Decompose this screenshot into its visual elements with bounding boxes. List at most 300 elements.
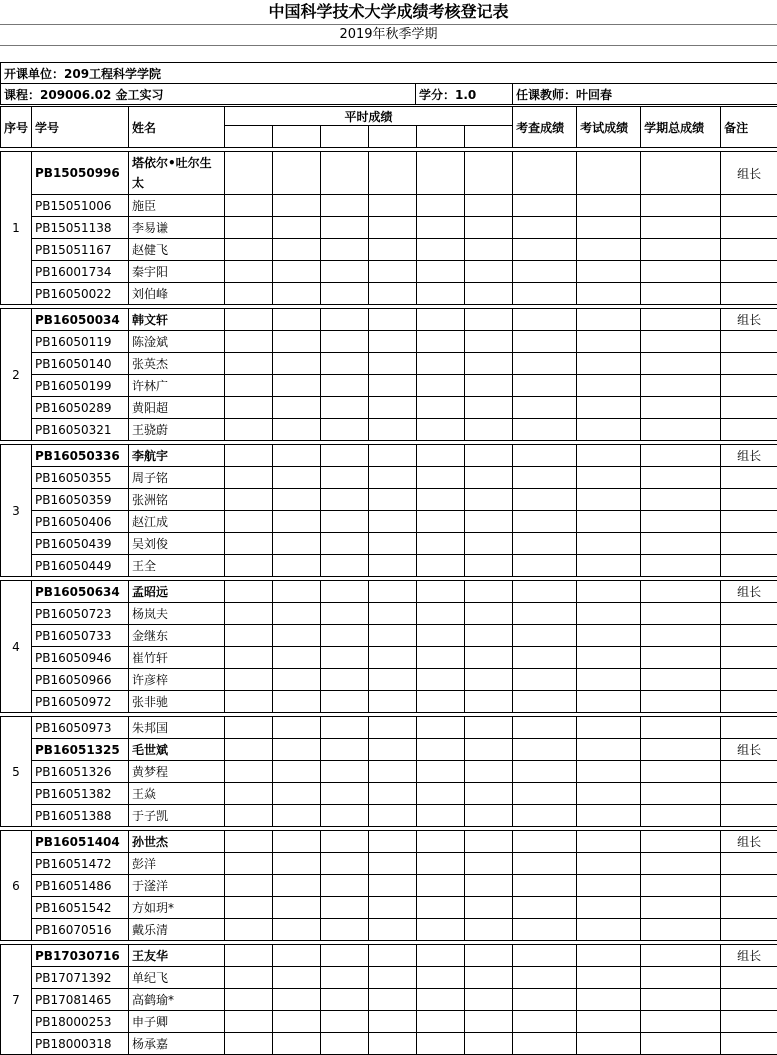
grade-cell bbox=[225, 353, 273, 375]
grade-cell bbox=[577, 217, 641, 239]
grade-cell bbox=[465, 831, 513, 853]
col-id-header: 学号 bbox=[32, 107, 129, 148]
student-name: 毛世斌 bbox=[129, 739, 225, 761]
grade-cell bbox=[465, 309, 513, 331]
note-cell: 组长 bbox=[721, 739, 777, 761]
grade-cell bbox=[641, 919, 721, 941]
grade-cell bbox=[273, 805, 321, 827]
table-row bbox=[1, 195, 777, 217]
grade-cell bbox=[417, 1011, 465, 1033]
student-id: PB16050439 bbox=[32, 533, 129, 555]
grade-cell bbox=[641, 805, 721, 827]
grade-cell bbox=[465, 1033, 513, 1055]
table-row bbox=[1, 217, 777, 239]
grade-cell bbox=[417, 739, 465, 761]
group-seq: 7 bbox=[1, 945, 32, 1055]
grade-cell bbox=[225, 217, 273, 239]
grade-cell bbox=[513, 739, 577, 761]
student-name: 方如玥* bbox=[129, 897, 225, 919]
grade-cell bbox=[225, 853, 273, 875]
grade-cell bbox=[513, 853, 577, 875]
note-cell bbox=[721, 967, 777, 989]
grade-cell bbox=[273, 669, 321, 691]
grade-cell bbox=[465, 717, 513, 739]
grade-cell bbox=[465, 353, 513, 375]
student-id: PB17071392 bbox=[32, 967, 129, 989]
grade-cell bbox=[225, 739, 273, 761]
note-cell: 组长 bbox=[721, 152, 777, 195]
grade-cell bbox=[273, 217, 321, 239]
grade-cell bbox=[465, 283, 513, 305]
grade-cell bbox=[465, 217, 513, 239]
grade-cell bbox=[641, 419, 721, 441]
grade-cell bbox=[273, 511, 321, 533]
grade-cell bbox=[417, 353, 465, 375]
grade-cell bbox=[225, 603, 273, 625]
grade-cell bbox=[641, 152, 721, 195]
note-cell bbox=[721, 239, 777, 261]
student-id: PB17030716 bbox=[32, 945, 129, 967]
grade-cell bbox=[369, 581, 417, 603]
note-cell bbox=[721, 761, 777, 783]
grade-cell bbox=[641, 691, 721, 713]
grade-cell bbox=[225, 445, 273, 467]
grade-cell bbox=[577, 467, 641, 489]
note-cell bbox=[721, 397, 777, 419]
grade-cell bbox=[577, 309, 641, 331]
grade-cell bbox=[321, 467, 369, 489]
grade-cell bbox=[577, 283, 641, 305]
grade-cell bbox=[225, 419, 273, 441]
student-id: PB16050723 bbox=[32, 603, 129, 625]
table-row bbox=[1, 989, 777, 1011]
grade-cell bbox=[513, 353, 577, 375]
grade-cell bbox=[513, 581, 577, 603]
grade-cell bbox=[465, 647, 513, 669]
student-id: PB18000253 bbox=[32, 1011, 129, 1033]
grade-cell bbox=[641, 897, 721, 919]
grade-cell bbox=[417, 511, 465, 533]
student-name: 韩文轩 bbox=[129, 309, 225, 331]
note-cell bbox=[721, 1011, 777, 1033]
grade-cell bbox=[465, 805, 513, 827]
grade-cell bbox=[577, 603, 641, 625]
grade-cell bbox=[321, 897, 369, 919]
note-cell bbox=[721, 875, 777, 897]
grade-cell bbox=[225, 309, 273, 331]
grade-cell bbox=[273, 967, 321, 989]
student-name: 许彦梓 bbox=[129, 669, 225, 691]
grade-cell bbox=[577, 853, 641, 875]
grade-cell bbox=[577, 875, 641, 897]
student-name: 金继东 bbox=[129, 625, 225, 647]
grade-cell bbox=[225, 717, 273, 739]
grade-cell bbox=[513, 309, 577, 331]
col-name-header: 姓名 bbox=[129, 107, 225, 148]
grade-cell bbox=[321, 669, 369, 691]
grade-cell bbox=[577, 647, 641, 669]
note-cell bbox=[721, 511, 777, 533]
grade-cell bbox=[369, 375, 417, 397]
grade-cell bbox=[321, 397, 369, 419]
grade-cell bbox=[225, 533, 273, 555]
grade-cell bbox=[369, 783, 417, 805]
grade-cell bbox=[513, 375, 577, 397]
grade-cell bbox=[321, 945, 369, 967]
grade-cell bbox=[465, 195, 513, 217]
grade-cell bbox=[321, 489, 369, 511]
student-id: PB16050966 bbox=[32, 669, 129, 691]
student-id: PB16051382 bbox=[32, 783, 129, 805]
grade-cell bbox=[465, 783, 513, 805]
table-row bbox=[1, 489, 777, 511]
student-name: 朱邦国 bbox=[129, 717, 225, 739]
grade-cell bbox=[225, 945, 273, 967]
table-row bbox=[1, 1011, 777, 1033]
grade-cell bbox=[321, 445, 369, 467]
grade-cell bbox=[273, 853, 321, 875]
grade-cell bbox=[577, 1033, 641, 1055]
grade-cell bbox=[225, 331, 273, 353]
grade-cell bbox=[577, 717, 641, 739]
grade-cell bbox=[321, 739, 369, 761]
grade-cell bbox=[465, 989, 513, 1011]
grade-cell bbox=[369, 1033, 417, 1055]
grade-cell bbox=[225, 261, 273, 283]
grade-cell bbox=[321, 805, 369, 827]
grade-cell bbox=[641, 581, 721, 603]
grade-cell bbox=[225, 1033, 273, 1055]
grade-cell bbox=[417, 152, 465, 195]
grade-cell bbox=[465, 555, 513, 577]
table-row bbox=[1, 669, 777, 691]
note-cell bbox=[721, 419, 777, 441]
table-row bbox=[1, 152, 777, 195]
grade-cell bbox=[641, 397, 721, 419]
table-row bbox=[1, 919, 777, 941]
grade-cell bbox=[273, 1033, 321, 1055]
student-id: PB16050199 bbox=[32, 375, 129, 397]
grade-cell bbox=[641, 217, 721, 239]
grade-cell bbox=[273, 195, 321, 217]
grade-cell bbox=[417, 717, 465, 739]
note-cell bbox=[721, 805, 777, 827]
grade-cell bbox=[273, 603, 321, 625]
grade-cell bbox=[369, 419, 417, 441]
grade-cell bbox=[577, 761, 641, 783]
grade-cell bbox=[577, 805, 641, 827]
grade-cell bbox=[225, 805, 273, 827]
grade-cell bbox=[417, 875, 465, 897]
grade-cell bbox=[321, 647, 369, 669]
student-name: 李易谦 bbox=[129, 217, 225, 239]
grade-cell bbox=[369, 691, 417, 713]
grade-cell bbox=[321, 511, 369, 533]
grade-cell bbox=[641, 445, 721, 467]
grade-cell bbox=[465, 445, 513, 467]
grade-cell bbox=[417, 1033, 465, 1055]
grade-cell bbox=[465, 261, 513, 283]
student-id: PB16050733 bbox=[32, 625, 129, 647]
grade-cell bbox=[641, 739, 721, 761]
grade-cell bbox=[321, 283, 369, 305]
grade-cell bbox=[417, 967, 465, 989]
grade-cell bbox=[321, 309, 369, 331]
grade-cell bbox=[513, 331, 577, 353]
grade-cell bbox=[641, 467, 721, 489]
grade-cell bbox=[513, 831, 577, 853]
student-name: 施臣 bbox=[129, 195, 225, 217]
grade-cell bbox=[513, 419, 577, 441]
student-id: PB16050289 bbox=[32, 397, 129, 419]
grade-cell bbox=[641, 625, 721, 647]
grade-cell bbox=[273, 419, 321, 441]
note-cell bbox=[721, 647, 777, 669]
table-row bbox=[1, 853, 777, 875]
student-id: PB16051325 bbox=[32, 739, 129, 761]
table-row bbox=[1, 1033, 777, 1055]
grade-cell bbox=[225, 669, 273, 691]
student-id: PB16051404 bbox=[32, 831, 129, 853]
student-id: PB16051326 bbox=[32, 761, 129, 783]
grade-cell bbox=[369, 897, 417, 919]
student-name: 王骁蔚 bbox=[129, 419, 225, 441]
student-id: PB16050973 bbox=[32, 717, 129, 739]
grade-cell bbox=[321, 375, 369, 397]
grade-cell bbox=[641, 647, 721, 669]
grade-cell bbox=[641, 761, 721, 783]
table-row bbox=[1, 717, 777, 739]
grade-cell bbox=[465, 467, 513, 489]
grade-cell bbox=[225, 511, 273, 533]
note-cell bbox=[721, 919, 777, 941]
grade-cell bbox=[641, 375, 721, 397]
grade-cell bbox=[321, 761, 369, 783]
grade-cell bbox=[369, 625, 417, 647]
grade-cell bbox=[273, 739, 321, 761]
grade-cell bbox=[513, 603, 577, 625]
grade-cell bbox=[513, 511, 577, 533]
table-row bbox=[1, 761, 777, 783]
grade-cell bbox=[465, 761, 513, 783]
grade-cell bbox=[641, 489, 721, 511]
grade-cell bbox=[641, 309, 721, 331]
grade-cell bbox=[513, 152, 577, 195]
grade-cell bbox=[273, 239, 321, 261]
note-cell bbox=[721, 717, 777, 739]
grade-cell bbox=[417, 445, 465, 467]
grade-cell bbox=[513, 217, 577, 239]
grade-cell bbox=[321, 603, 369, 625]
grade-cell bbox=[417, 831, 465, 853]
grade-cell bbox=[369, 555, 417, 577]
grade-cell bbox=[641, 511, 721, 533]
grade-cell bbox=[321, 261, 369, 283]
note-cell bbox=[721, 533, 777, 555]
student-name: 于子凯 bbox=[129, 805, 225, 827]
grade-cell bbox=[273, 283, 321, 305]
table-row bbox=[1, 967, 777, 989]
student-name: 张洲铭 bbox=[129, 489, 225, 511]
grade-cell bbox=[369, 353, 417, 375]
semester-subtitle: 2019年秋季学期 bbox=[0, 25, 777, 46]
grade-cell bbox=[369, 309, 417, 331]
grade-cell bbox=[225, 761, 273, 783]
table-row bbox=[1, 331, 777, 353]
grade-cell bbox=[417, 217, 465, 239]
grade-cell bbox=[513, 717, 577, 739]
student-id: PB16050140 bbox=[32, 353, 129, 375]
grade-cell bbox=[465, 489, 513, 511]
table-row bbox=[1, 309, 777, 331]
grade-cell bbox=[225, 375, 273, 397]
grade-cell bbox=[369, 967, 417, 989]
note-cell bbox=[721, 853, 777, 875]
grade-cell bbox=[321, 555, 369, 577]
grade-cell bbox=[417, 309, 465, 331]
grade-cell bbox=[641, 353, 721, 375]
grade-cell bbox=[513, 783, 577, 805]
grade-cell bbox=[513, 467, 577, 489]
group-seq: 1 bbox=[1, 152, 32, 305]
grade-cell bbox=[417, 397, 465, 419]
grade-cell bbox=[641, 717, 721, 739]
grade-cell bbox=[321, 989, 369, 1011]
group-seq: 5 bbox=[1, 717, 32, 827]
grade-cell bbox=[321, 919, 369, 941]
grade-cell bbox=[273, 445, 321, 467]
student-name: 李航宇 bbox=[129, 445, 225, 467]
group-seq: 4 bbox=[1, 581, 32, 713]
table-row bbox=[1, 239, 777, 261]
grade-cell bbox=[513, 1033, 577, 1055]
note-cell bbox=[721, 603, 777, 625]
grade-cell bbox=[465, 669, 513, 691]
student-id: PB15051138 bbox=[32, 217, 129, 239]
table-row bbox=[1, 831, 777, 853]
grade-cell bbox=[577, 331, 641, 353]
student-id: PB15051167 bbox=[32, 239, 129, 261]
grade-cell bbox=[321, 217, 369, 239]
note-cell: 组长 bbox=[721, 945, 777, 967]
grade-cell bbox=[369, 445, 417, 467]
grade-cell bbox=[465, 919, 513, 941]
grade-cell bbox=[417, 625, 465, 647]
grade-cell bbox=[513, 283, 577, 305]
grade-cell bbox=[321, 717, 369, 739]
grade-cell bbox=[225, 152, 273, 195]
table-row bbox=[1, 419, 777, 441]
grade-cell bbox=[465, 603, 513, 625]
note-cell bbox=[721, 897, 777, 919]
course-info-table bbox=[0, 62, 777, 105]
grade-cell bbox=[369, 669, 417, 691]
grade-cell bbox=[465, 967, 513, 989]
table-row bbox=[1, 581, 777, 603]
grade-cell bbox=[577, 625, 641, 647]
grade-cell bbox=[321, 875, 369, 897]
grade-cell bbox=[641, 1011, 721, 1033]
note-cell bbox=[721, 467, 777, 489]
note-cell bbox=[721, 625, 777, 647]
grade-cell bbox=[641, 945, 721, 967]
grade-table bbox=[0, 106, 777, 1055]
grade-cell bbox=[465, 853, 513, 875]
grade-cell bbox=[369, 805, 417, 827]
grade-cell bbox=[465, 691, 513, 713]
grade-cell bbox=[369, 283, 417, 305]
grade-cell bbox=[465, 397, 513, 419]
grade-cell bbox=[273, 397, 321, 419]
grade-cell bbox=[417, 761, 465, 783]
grade-cell bbox=[273, 989, 321, 1011]
student-name: 申子卿 bbox=[129, 1011, 225, 1033]
student-id: PB16050946 bbox=[32, 647, 129, 669]
grade-cell bbox=[369, 831, 417, 853]
regular-sub-col bbox=[417, 126, 465, 148]
grade-cell bbox=[321, 533, 369, 555]
student-name: 孙世杰 bbox=[129, 831, 225, 853]
grade-cell bbox=[321, 1011, 369, 1033]
grade-cell bbox=[417, 581, 465, 603]
grade-cell bbox=[577, 397, 641, 419]
grade-cell bbox=[577, 555, 641, 577]
grade-cell bbox=[513, 261, 577, 283]
grade-cell bbox=[513, 897, 577, 919]
student-id: PB16050034 bbox=[32, 309, 129, 331]
grade-cell bbox=[417, 283, 465, 305]
grade-cell bbox=[417, 533, 465, 555]
grade-cell bbox=[369, 919, 417, 941]
grade-cell bbox=[273, 831, 321, 853]
grade-cell bbox=[369, 511, 417, 533]
student-id: PB16051486 bbox=[32, 875, 129, 897]
grade-cell bbox=[641, 853, 721, 875]
grade-cell bbox=[465, 581, 513, 603]
student-id: PB15051006 bbox=[32, 195, 129, 217]
grade-cell bbox=[321, 783, 369, 805]
grade-cell bbox=[321, 239, 369, 261]
grade-cell bbox=[513, 945, 577, 967]
grade-cell bbox=[577, 489, 641, 511]
grade-table-body bbox=[1, 148, 777, 1055]
grade-cell bbox=[321, 691, 369, 713]
grade-cell bbox=[369, 1011, 417, 1033]
grade-cell bbox=[641, 783, 721, 805]
grade-cell bbox=[225, 919, 273, 941]
regular-sub-col bbox=[321, 126, 369, 148]
grade-cell bbox=[273, 691, 321, 713]
student-name: 彭洋 bbox=[129, 853, 225, 875]
group-seq: 3 bbox=[1, 445, 32, 577]
grade-cell bbox=[577, 691, 641, 713]
grade-cell bbox=[513, 1011, 577, 1033]
grade-cell bbox=[225, 397, 273, 419]
grade-cell bbox=[417, 691, 465, 713]
grade-cell bbox=[465, 1011, 513, 1033]
grade-cell bbox=[577, 945, 641, 967]
student-name: 陈淦斌 bbox=[129, 331, 225, 353]
grade-cell bbox=[577, 533, 641, 555]
student-id: PB16050022 bbox=[32, 283, 129, 305]
grade-cell bbox=[369, 603, 417, 625]
grade-cell bbox=[465, 375, 513, 397]
grade-cell bbox=[577, 783, 641, 805]
grade-cell bbox=[641, 331, 721, 353]
student-name: 于滏洋 bbox=[129, 875, 225, 897]
grade-cell bbox=[513, 875, 577, 897]
grade-cell bbox=[225, 989, 273, 1011]
